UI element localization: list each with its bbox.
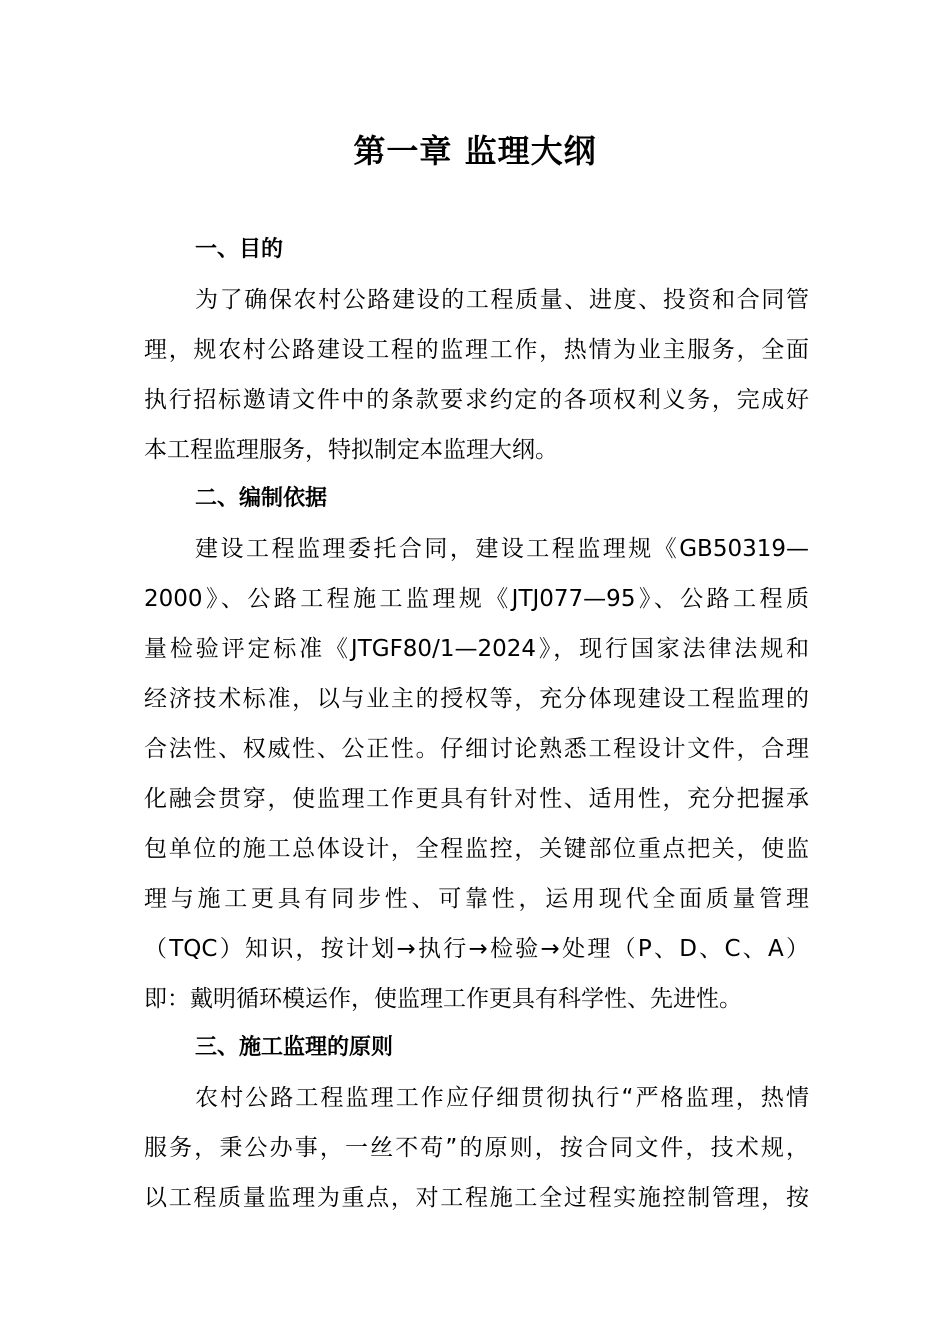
paragraph-line: 合法性、权威性、公正性。仔细讨论熟悉工程设计文件，合理 — [144, 736, 809, 762]
paragraph-line: 为了确保农村公路建设的工程质量、进度、投资和合同管 — [195, 287, 809, 313]
paragraph-line: 即：戴明循环模运作，使监理工作更具有科学性、先进性。 — [144, 986, 742, 1012]
paragraph-line: 农村公路工程监理工作应仔细贯彻执行“严格监理，热情 — [195, 1085, 809, 1111]
paragraph-line: 包单位的施工总体设计，全程监控，关键部位重点把关，使监 — [144, 836, 809, 862]
section-heading-purpose: 一、目的 — [195, 237, 284, 262]
paragraph-line: 以工程质量监理为重点，对工程施工全过程实施控制管理，按 — [144, 1185, 809, 1211]
paragraph-line: 建设工程监理委托合同，建设工程监理规《GB50319— — [195, 536, 809, 562]
paragraph-line: 理与施工更具有同步性、可靠性，运用现代全面质量管理 — [144, 886, 809, 912]
paragraph-line: 量检验评定标准《JTGF80/1—2024》，现行国家法律法规和 — [144, 636, 809, 662]
paragraph-line: 执行招标邀请文件中的条款要求约定的各项权利义务，完成好 — [144, 387, 809, 413]
chapter-title: 第一章 监理大纲 — [353, 132, 597, 170]
paragraph-line: 服务，秉公办事，一丝不苟”的原则，按合同文件，技术规， — [144, 1135, 809, 1161]
paragraph-line: 经济技术标准，以与业主的授权等，充分体现建设工程监理的 — [144, 686, 809, 712]
paragraph-line: 化融会贯穿，使监理工作更具有针对性、适用性，充分把握承 — [144, 786, 809, 812]
paragraph-line: 2000》、公路工程施工监理规《JTJ077—95》、公路工程质 — [144, 586, 809, 612]
paragraph-line: 理，规农村公路建设工程的监理工作，热情为业主服务，全面 — [144, 337, 809, 363]
section-heading-basis: 二、编制依据 — [195, 486, 328, 511]
paragraph-line: 本工程监理服务，特拟制定本监理大纲。 — [144, 437, 558, 463]
section-heading-principles: 三、施工监理的原则 — [195, 1035, 394, 1060]
paragraph-line: （TQC）知识，按计划→执行→检验→处理（P、D、C、A） — [144, 936, 809, 962]
